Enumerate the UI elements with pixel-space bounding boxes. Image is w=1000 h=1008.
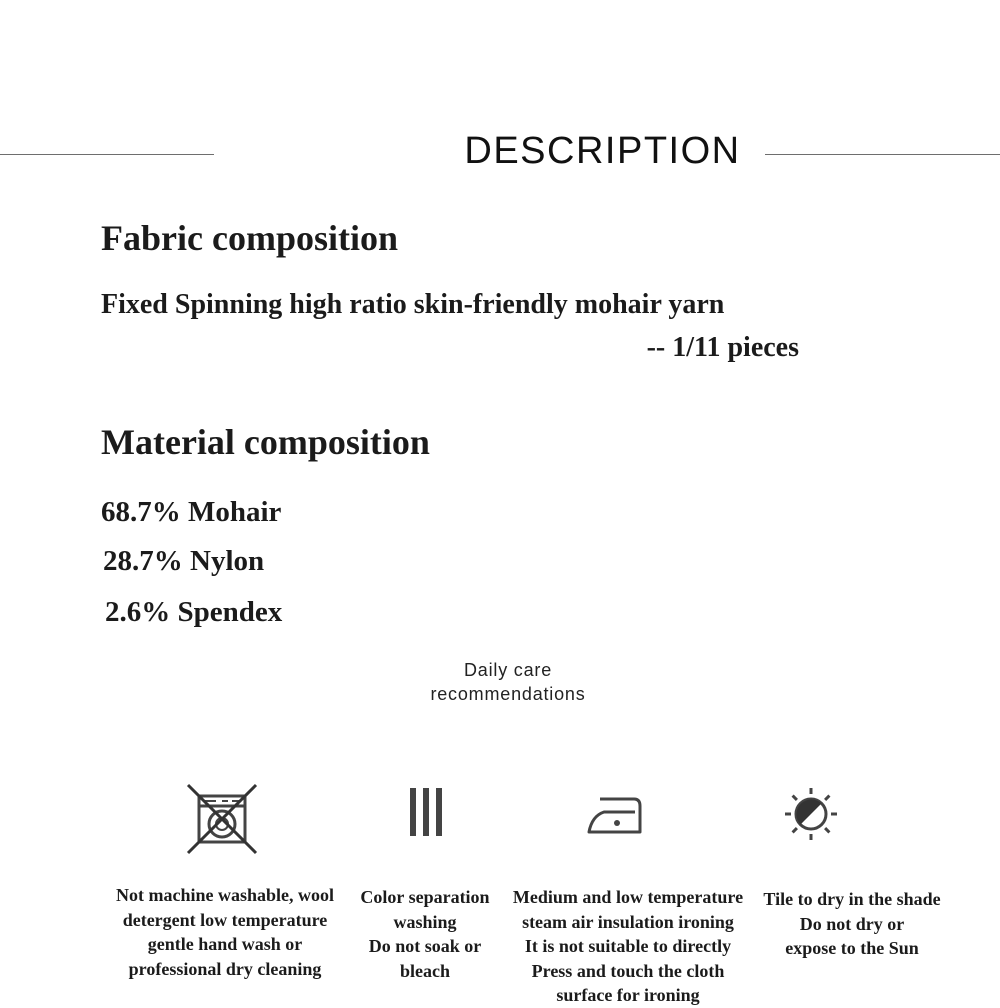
no-machine-wash-icon [184,782,260,856]
care-text-separate-wash [350,885,500,983]
care-text-line: bleach [399,960,450,981]
care-text-line: professional dry cleaning [128,958,322,979]
fabric-count: -- 1/11 pieces [646,332,799,363]
care-heading [380,658,636,706]
material-item-nylon: 28.7% Nylon [103,545,265,577]
care-text-line: It is not suitable to directly [524,936,732,956]
care-heading-line2: recommendations [430,684,586,704]
care-text-line: gentle hand wash or [147,934,303,954]
header-divider-right [765,154,1000,155]
care-text-ironing [503,885,753,1008]
care-heading-line1: Daily care [463,660,553,680]
care-text-line: expose to the Sun [785,938,919,958]
care-text-dry-shade [752,887,952,961]
care-text-line: Medium and low temperature [512,887,744,907]
material-composition-title: Material composition [101,422,430,462]
fabric-composition-title: Fabric composition [101,218,398,258]
care-text-no-machine-wash [100,883,350,981]
fabric-description: Fixed Spinning high ratio skin-friendly mohair yarn [101,289,725,320]
material-item-spendex: 2.6% Spendex [105,596,283,628]
care-text-line: washing [393,911,457,932]
separate-wash-icon [408,788,444,838]
care-text-line: Press and touch the cloth [531,960,725,981]
header-divider-left [0,154,214,155]
care-text-line: Tile to dry in the shade [763,889,941,909]
care-text-line: Color separation [360,887,490,907]
care-text-line: steam air insulation ironing [522,911,734,932]
iron-low-temp-icon [586,794,646,836]
care-text-line: surface for ironing [556,985,700,1005]
care-text-line: Not machine washable, wool [115,885,334,905]
care-text-line: detergent low temperature [122,909,328,930]
care-text-line: Do not dry or [799,913,905,934]
dry-in-shade-icon [783,786,839,842]
page-title: DESCRIPTION [464,130,741,172]
material-item-mohair: 68.7% Mohair [101,496,282,528]
care-text-line: Do not soak or [368,936,482,956]
